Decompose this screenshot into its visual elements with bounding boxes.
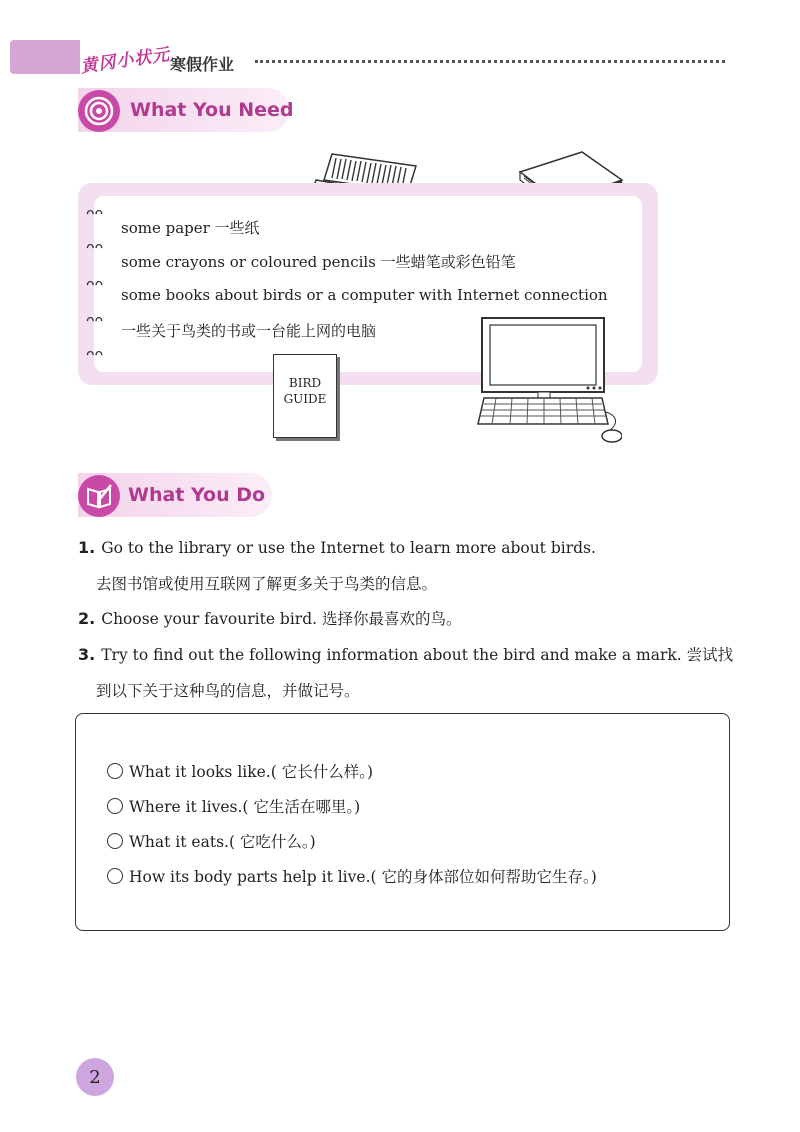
page-number: 2 bbox=[76, 1058, 114, 1096]
target-icon bbox=[78, 90, 120, 132]
radio-circle-icon[interactable] bbox=[107, 868, 123, 884]
step-number: 2. bbox=[78, 609, 96, 628]
step-3 bbox=[78, 643, 733, 665]
need-item: some crayons or coloured pencils 一些蜡笔或彩色铅笔 bbox=[121, 253, 516, 271]
checklist-item[interactable] bbox=[107, 760, 373, 782]
checklist-item-label: What it eats.( 它吃什么。) bbox=[129, 833, 316, 851]
ring-icon: ᴖᴖ bbox=[86, 347, 104, 363]
radio-circle-icon[interactable] bbox=[107, 833, 123, 849]
bird-guide-book-image bbox=[273, 354, 337, 438]
book-pencil-icon bbox=[78, 475, 120, 517]
checklist-item-label: Where it lives.( 它生活在哪里。) bbox=[129, 798, 361, 816]
header-dotted-rule bbox=[255, 60, 725, 63]
checklist-item[interactable] bbox=[107, 865, 597, 887]
checklist-item-label: How its body parts help it live.( 它的身体部位如何帮助它生存。) bbox=[129, 868, 597, 886]
section-do-title: What You Do bbox=[128, 484, 266, 506]
need-item: some books about birds or a computer with Internet connection bbox=[121, 286, 608, 304]
book-title-line2: GUIDE bbox=[283, 392, 327, 406]
header-band bbox=[10, 40, 80, 74]
radio-circle-icon[interactable] bbox=[107, 798, 123, 814]
step-number: 3. bbox=[78, 645, 96, 664]
need-item: some paper 一些纸 bbox=[121, 219, 260, 237]
radio-circle-icon[interactable] bbox=[107, 763, 123, 779]
step-1 bbox=[78, 538, 596, 557]
step-2 bbox=[78, 607, 462, 629]
book-title-line1: BIRD bbox=[288, 376, 322, 390]
step-3-continued: 到以下关于这种鸟的信息，并做记号。 bbox=[96, 682, 360, 700]
ring-icon: ᴖᴖ bbox=[86, 240, 104, 256]
ring-icon: ᴖᴖ bbox=[86, 313, 104, 329]
section-need-title: What You Need bbox=[130, 99, 294, 121]
checklist-item-label: What it looks like.( 它长什么样。) bbox=[129, 763, 373, 781]
info-checklist-box bbox=[75, 713, 730, 931]
step-number: 1. bbox=[78, 538, 96, 557]
ring-icon: ᴖᴖ bbox=[86, 206, 104, 222]
need-item: 一些关于鸟类的书或一台能上网的电脑 bbox=[121, 322, 377, 340]
computer-image bbox=[476, 316, 622, 446]
step-text: Try to find out the following information about the bird and make a mark. 尝试找 bbox=[101, 646, 734, 664]
header-logo: 黄冈小状元 bbox=[79, 44, 172, 78]
step-1-continued: 去图书馆或使用互联网了解更多关于鸟类的信息。 bbox=[96, 575, 438, 593]
step-text: Go to the library or use the Internet to learn more about birds. bbox=[101, 539, 596, 557]
header-subtitle: 寒假作业 bbox=[170, 55, 235, 74]
step-text: Choose your favourite bird. 选择你最喜欢的鸟。 bbox=[101, 610, 462, 628]
checklist-item[interactable] bbox=[107, 830, 316, 852]
checklist-item[interactable] bbox=[107, 795, 360, 817]
ring-icon: ᴖᴖ bbox=[86, 277, 104, 293]
